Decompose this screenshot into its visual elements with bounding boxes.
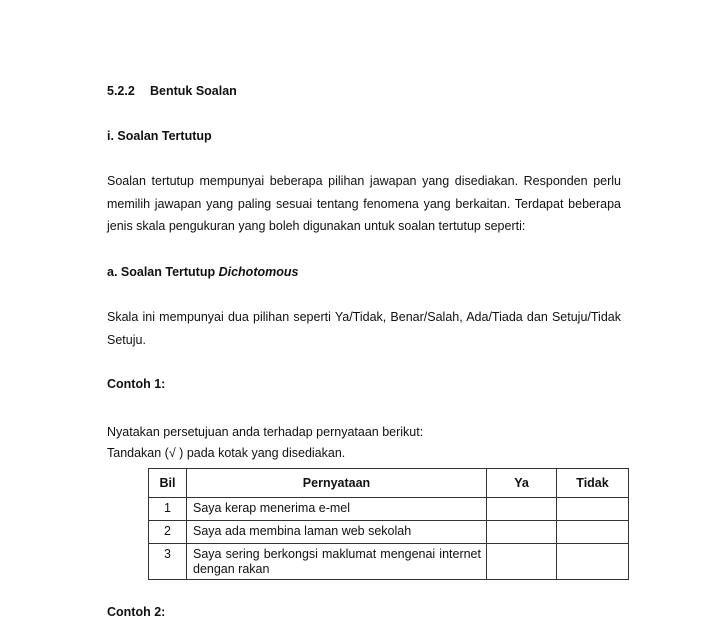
ya-checkbox-cell[interactable] [487, 544, 557, 580]
tidak-checkbox-cell[interactable] [557, 498, 629, 521]
intro-paragraph: Soalan tertutup mempunyai beberapa pilihan jawapan yang disediakan. Responden perlu memilih jawapan yang paling sesuai tentang fenomena yang berkaitan. Terdapat beberapa jenis skala pengukuran yang boleh digunakan untuk soalan tertutup seperti: [107, 174, 621, 233]
row-statement: Saya sering berkongsi maklumat mengenai internet dengan rakan [187, 544, 487, 580]
header-tidak: Tidak [557, 469, 629, 498]
scale-paragraph: Skala ini mempunyai dua pilihan seperti Ya/Tidak, Benar/Salah, Ada/Tiada dan Setuju/Tidak Setuju. [107, 310, 621, 347]
instruction-line-1: Nyatakan persetujuan anda terhadap pernyataan berikut: [107, 425, 424, 439]
instruction-line-2: Tandakan (√ ) pada kotak yang disediakan. [107, 446, 346, 460]
tidak-checkbox-cell[interactable] [557, 544, 629, 580]
survey-table [148, 468, 629, 580]
header-pernyataan: Pernyataan [187, 469, 487, 498]
ya-checkbox-cell[interactable] [487, 521, 557, 544]
section-number: 5.2.2 [107, 84, 135, 98]
example2-label: Contoh 2: [107, 605, 166, 619]
example1-label: Contoh 1: [107, 377, 166, 391]
row-number: 1 [149, 498, 187, 521]
dichotomous-heading-prefix: a. Soalan Tertutup [107, 265, 219, 279]
section-title: Bentuk Soalan [150, 84, 237, 98]
table-row [149, 544, 629, 580]
section-heading [107, 84, 621, 98]
dichotomous-heading [107, 265, 621, 279]
subsection-heading: i. Soalan Tertutup [107, 129, 212, 143]
row-statement: Saya kerap menerima e-mel [187, 498, 487, 521]
table-header-row [149, 469, 629, 498]
ya-checkbox-cell[interactable] [487, 498, 557, 521]
header-ya: Ya [487, 469, 557, 498]
dichotomous-heading-term: Dichotomous [218, 265, 299, 279]
row-statement: Saya ada membina laman web sekolah [187, 521, 487, 544]
tidak-checkbox-cell[interactable] [557, 521, 629, 544]
header-bil: Bil [149, 469, 187, 498]
row-number: 2 [149, 521, 187, 544]
table-row [149, 521, 629, 544]
table-row [149, 498, 629, 521]
row-number: 3 [149, 544, 187, 580]
